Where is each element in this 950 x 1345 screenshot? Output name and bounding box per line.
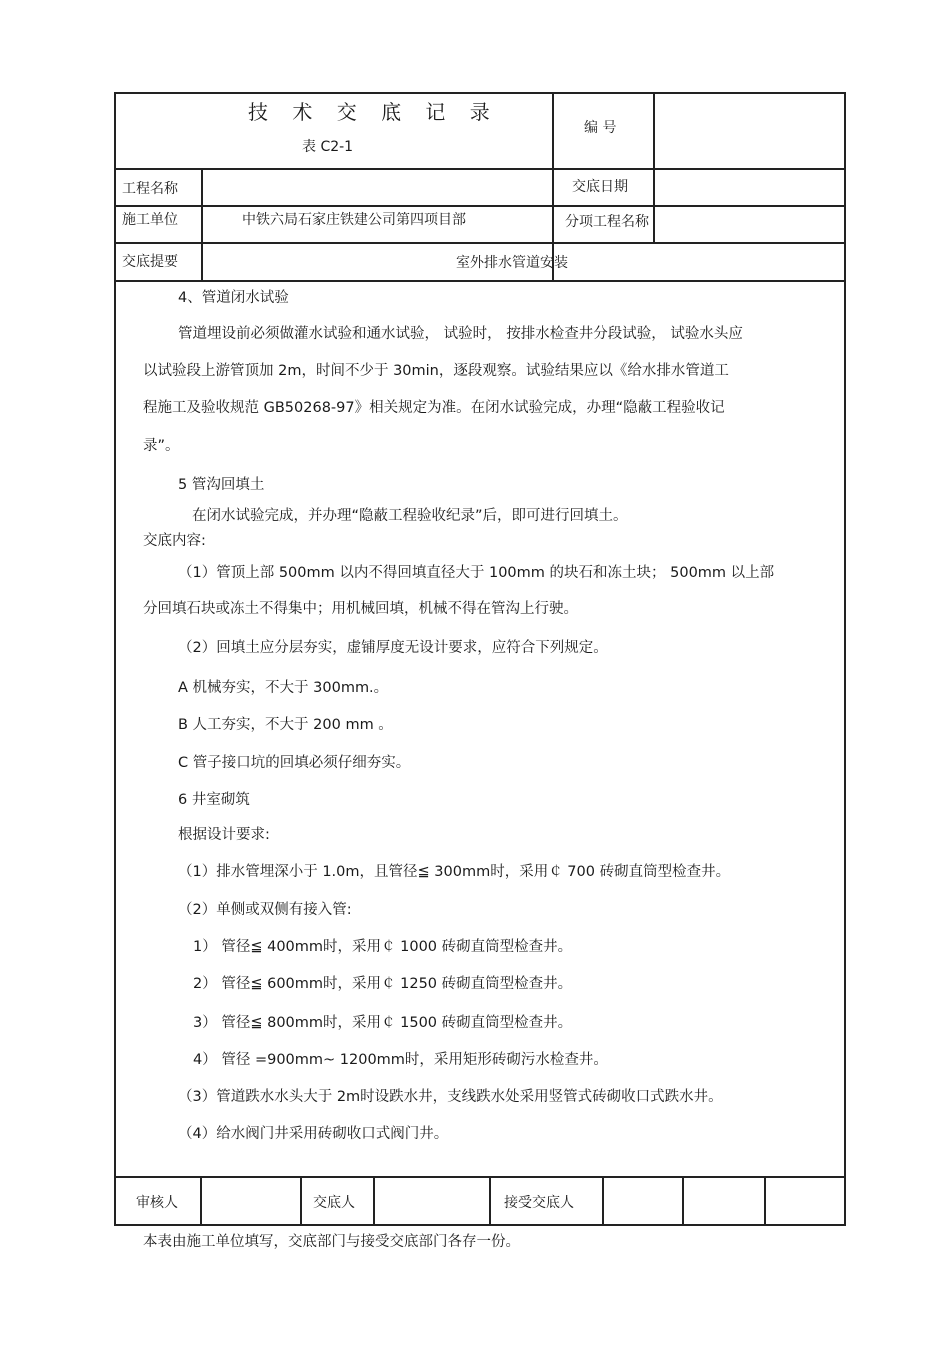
reviewer-label: 审核人 xyxy=(136,1195,178,1211)
content-line: （1）管顶上部 500mm 以内不得回填直径大于 100mm 的块石和冻土块； 500mm 以上部 xyxy=(178,565,775,581)
content-line: 交底内容: xyxy=(143,533,206,549)
divider xyxy=(489,1176,491,1225)
content-line: 5 管沟回填土 xyxy=(178,477,265,493)
receiver-label: 接受交底人 xyxy=(504,1195,574,1211)
divider xyxy=(653,92,655,242)
divider xyxy=(114,205,846,207)
content-line: 2） 管径≦ 600mm时，采用￠ 1250 砖砌直筒型检查井。 xyxy=(193,976,573,992)
divider xyxy=(552,92,554,280)
divider xyxy=(682,1176,684,1225)
divider xyxy=(201,168,203,280)
content-line: （2）回填土应分层夯实，虚铺厚度无设计要求，应符合下列规定。 xyxy=(178,640,608,656)
content-line: 管道埋设前必须做灌水试验和通水试验， 试验时， 按排水检查井分段试验， 试验水头应 xyxy=(178,326,743,342)
content-line: A 机械夯实，不大于 300mm.。 xyxy=(178,680,389,696)
footer-note: 本表由施工单位填写，交底部门与接受交底部门各存一份。 xyxy=(143,1234,520,1250)
subitem-label: 分项工程名称 xyxy=(565,214,649,230)
content-line: 1） 管径≦ 400mm时，采用￠ 1000 砖砌直筒型检查井。 xyxy=(193,939,573,955)
content-line: B 人工夯实，不大于 200 mm 。 xyxy=(178,717,393,733)
divider xyxy=(373,1176,375,1225)
divider xyxy=(200,1176,202,1225)
contractor-value: 中铁六局石家庄铁建公司第四项目部 xyxy=(242,212,466,228)
content-line: 分回填石块或冻土不得集中；用机械回填，机械不得在管沟上行驶。 xyxy=(143,601,578,617)
content-line: C 管子接口坑的回填必须仔细夯实。 xyxy=(178,755,411,771)
content-line: 3） 管径≦ 800mm时，采用￠ 1500 砖砌直筒型检查井。 xyxy=(193,1015,573,1031)
discloser-label: 交底人 xyxy=(313,1195,355,1211)
divider xyxy=(114,1176,846,1178)
content-line: 以试验段上游管顶加 2m，时间不少于 30min，逐段观察。试验结果应以《给水排水管道工 xyxy=(143,363,729,379)
divider xyxy=(114,280,846,282)
content-line: 程施工及验收规范 GB50268-97》相关规定为准。在闭水试验完成，办理“隐蔽工程验收记 xyxy=(143,400,725,416)
divider xyxy=(764,1176,766,1225)
content-line: （3）管道跌水水头大于 2m时设跌水井，支线跌水处采用竖管式砖砌收口式跌水井。 xyxy=(178,1089,723,1105)
divider xyxy=(602,1176,604,1225)
content-line: 根据设计要求: xyxy=(178,827,270,843)
date-label: 交底日期 xyxy=(572,179,628,195)
content-line: （2）单侧或双侧有接入管: xyxy=(178,902,352,918)
form-code: 表 C2-1 xyxy=(302,139,354,155)
content-line: 4） 管径 =900mm~ 1200mm时，采用矩形砖砌污水检查井。 xyxy=(193,1052,608,1068)
number-label: 编 号 xyxy=(584,120,617,136)
contractor-label: 施工单位 xyxy=(122,212,178,228)
divider xyxy=(300,1176,302,1225)
content-line: 在闭水试验完成，并办理“隐蔽工程验收纪录”后，即可进行回填土。 xyxy=(192,508,628,524)
content-line: 录”。 xyxy=(143,438,180,454)
divider xyxy=(114,168,846,170)
summary-value: 室外排水管道安装 xyxy=(456,255,568,271)
content-line: 6 井室砌筑 xyxy=(178,792,250,808)
border-right xyxy=(844,92,846,1226)
border-top xyxy=(114,92,846,94)
document-title: 技 术 交 底 记 录 xyxy=(248,100,499,124)
content-line: （4）给水阀门井采用砖砌收口式阀门井。 xyxy=(178,1126,449,1142)
divider xyxy=(114,242,846,244)
summary-label: 交底提要 xyxy=(122,254,178,270)
content-line: 4、管道闭水试验 xyxy=(178,290,289,306)
project-name-label: 工程名称 xyxy=(122,181,178,197)
content-line: （1）排水管埋深小于 1.0m，且管径≦ 300mm时，采用￠ 700 砖砌直筒型检查井。 xyxy=(178,864,731,880)
border-bottom xyxy=(114,1224,846,1226)
border-left xyxy=(114,92,116,1226)
